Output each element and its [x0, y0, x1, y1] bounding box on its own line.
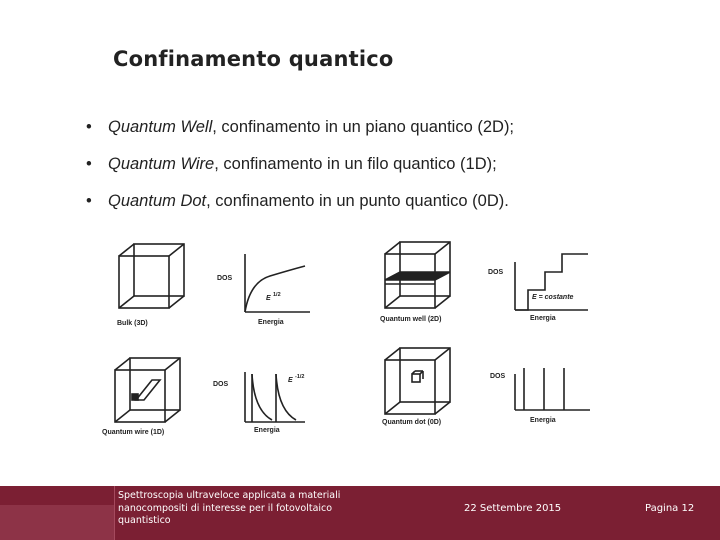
dos-figure-svg — [100, 232, 620, 442]
wire-curve-exponent: -1/2 — [295, 374, 305, 380]
dos-figure — [100, 232, 620, 442]
bulk-energy-label: Energia — [258, 319, 284, 326]
wire-curve-label: E — [288, 377, 293, 384]
bullet-dot: • — [86, 118, 92, 136]
bullet-dot: • — [86, 192, 92, 210]
bullet-text — [108, 155, 497, 174]
footer-separator — [114, 486, 115, 540]
bulk-cube-diagram — [119, 244, 184, 308]
wire-caption: Quantum wire (1D) — [102, 429, 165, 436]
well-caption: Quantum well (2D) — [380, 316, 442, 323]
footer-course-title: Spettroscopia ultraveloce applicata a materiali nanocompositi di interesse per il fotovoltaico quantistico — [118, 490, 341, 526]
bullet-dot: • — [86, 155, 92, 173]
bulk-dos-label: DOS — [217, 275, 233, 282]
wire-cube-diagram — [115, 358, 180, 422]
dot-dos-plot — [515, 368, 590, 410]
footer-date: 22 Settembre 2015 — [464, 503, 562, 514]
dot-caption: Quantum dot (0D) — [382, 419, 442, 426]
bullet-term: Quantum Well — [108, 118, 213, 136]
bullet-item — [86, 192, 686, 229]
dot-cube-diagram — [385, 348, 450, 414]
bullet-description: , confinamento in un punto quantico (0D). — [206, 192, 509, 210]
bullet-term: Quantum Dot — [108, 192, 207, 210]
slide-title: Confinamento quantico — [113, 47, 394, 71]
bullet-item — [86, 118, 686, 155]
bullet-text — [108, 192, 509, 211]
dot-dos-label: DOS — [490, 373, 506, 380]
bulk-curve-exponent: 1/2 — [273, 292, 281, 298]
bullet-term: Quantum Wire — [108, 155, 215, 173]
well-energy-label: Energia — [530, 315, 556, 322]
bulk-curve-label: E — [266, 295, 271, 302]
footer-stripe — [0, 505, 114, 540]
dot-energy-label: Energia — [530, 417, 556, 424]
bullet-description: , confinamento in un filo quantico (1D); — [214, 155, 497, 173]
bullet-description: , confinamento in un piano quantico (2D); — [212, 118, 515, 136]
bullet-text — [108, 118, 514, 137]
well-dos-plot — [515, 254, 588, 310]
footer-page-number: Pagina 12 — [645, 503, 695, 514]
bullet-item — [86, 155, 686, 192]
wire-energy-label: Energia — [254, 427, 280, 434]
well-cube-diagram — [385, 242, 450, 308]
wire-dos-label: DOS — [213, 381, 229, 388]
bulk-caption: Bulk (3D) — [117, 320, 148, 327]
bullet-list — [86, 118, 686, 229]
well-curve-label: E = costante — [532, 294, 574, 301]
bulk-dos-plot — [245, 254, 310, 312]
well-dos-label: DOS — [488, 269, 504, 276]
